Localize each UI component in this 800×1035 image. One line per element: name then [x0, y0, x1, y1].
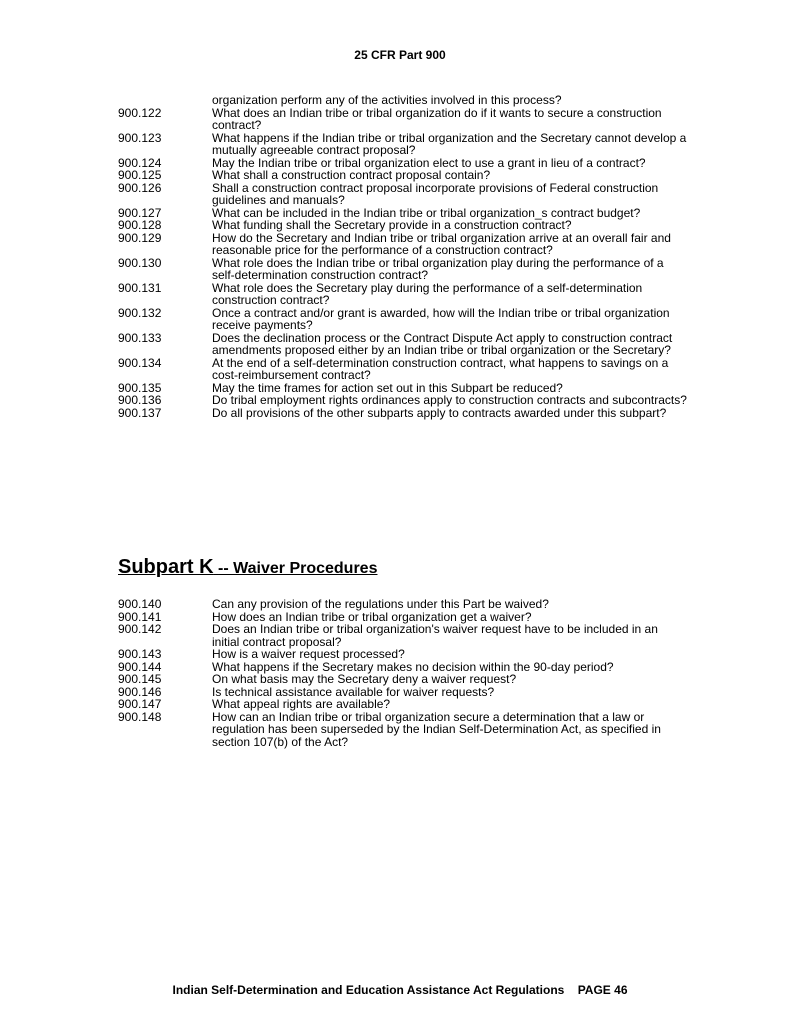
- subpart-k-list: [118, 598, 688, 748]
- list-item: [118, 648, 688, 661]
- section-number: 900.133: [118, 330, 162, 345]
- subpart-j-list: [118, 94, 688, 419]
- section-question: Can any provision of the regulations under this Part be waived?: [212, 597, 549, 611]
- section-question: Do tribal employment rights ordinances apply to construction contracts and subcontracts?: [212, 393, 687, 407]
- section-question: May the time frames for action set out in this Subpart be reduced?: [212, 380, 563, 395]
- section-number: 900.122: [118, 105, 162, 120]
- section-question: Shall a construction contract proposal incorporate provisions of Federal construction guidelines and manuals?: [212, 180, 659, 207]
- section-question: How does an Indian tribe or tribal organization get a waiver?: [212, 609, 532, 624]
- section-number: 900.140: [118, 597, 162, 611]
- section-number: 900.145: [118, 672, 162, 686]
- section-question: What does an Indian tribe or tribal organization do if it wants to secure a construction contract?: [212, 105, 662, 132]
- section-question: Is technical assistance available for waiver requests?: [212, 684, 495, 699]
- list-item: [118, 132, 688, 157]
- section-question: What happens if the Indian tribe or tribal organization and the Secretary cannot develop a mutually agreeable contract proposal?: [212, 130, 687, 157]
- list-item: [118, 686, 688, 699]
- section-number: 900.136: [118, 393, 162, 407]
- list-item: [118, 94, 688, 107]
- list-item: [118, 307, 688, 332]
- list-item: [118, 711, 688, 749]
- section-number: 900.128: [118, 218, 162, 232]
- section-number: 900.130: [118, 255, 162, 270]
- section-question: What shall a construction contract proposal contain?: [212, 168, 491, 182]
- list-item: [118, 169, 688, 182]
- section-question: What can be included in the Indian tribe or tribal organization_s contract budget?: [212, 205, 641, 220]
- section-question: How can an Indian tribe or tribal organization secure a determination that a law or regulation has been superseded by the Indian Self-Determination Act, as specified in section 107(b) of the Act?: [212, 709, 661, 749]
- section-question: Does the declination process or the Contract Dispute Act apply to construction contract amendments proposed either by an Indian tribe or tribal organization or the Secretary?: [212, 330, 673, 357]
- section-question: What appeal rights are available?: [212, 697, 391, 711]
- section-number: 900.129: [118, 230, 162, 245]
- section-number: 900.134: [118, 355, 162, 370]
- section-number: 900.147: [118, 697, 162, 711]
- section-question: At the end of a self-determination construction contract, what happens to savings on a cost-reimbursement contract?: [212, 355, 669, 382]
- section-question: Do all provisions of the other subparts apply to contracts awarded under this subpart?: [212, 405, 667, 420]
- section-question: May the Indian tribe or tribal organization elect to use a grant in lieu of a contract?: [212, 155, 646, 170]
- page-header: 25 CFR Part 900: [354, 48, 446, 62]
- section-question: Does an Indian tribe or tribal organization's waiver request have to be included in an initial contract proposal?: [212, 622, 658, 649]
- list-item: [118, 673, 688, 686]
- section-number: 900.137: [118, 405, 162, 420]
- footer-title: Indian Self-Determination and Education Assistance Act Regulations: [172, 983, 565, 997]
- section-number: 900.142: [118, 622, 162, 636]
- section-question: How do the Secretary and Indian tribe or tribal organization arrive at an overall fair and reasonable price for the performance of a construction contract?: [212, 230, 671, 257]
- list-item: [118, 182, 688, 207]
- list-item: [118, 232, 688, 257]
- section-question: On what basis may the Secretary deny a waiver request?: [212, 672, 517, 686]
- section-number: 900.144: [118, 659, 162, 674]
- list-item: [118, 394, 688, 407]
- section-question: How is a waiver request processed?: [212, 647, 405, 661]
- section-number: 900.125: [118, 168, 162, 182]
- section-number: 900.148: [118, 709, 162, 724]
- section-number: 900.131: [118, 280, 162, 295]
- page-footer: [0, 983, 800, 997]
- section-number: 900.141: [118, 609, 162, 624]
- section-number: 900.135: [118, 380, 162, 395]
- section-number: 900.123: [118, 130, 162, 145]
- list-item: [118, 407, 688, 420]
- section-number: 900.126: [118, 180, 162, 195]
- section-question: What role does the Indian tribe or tribal organization play during the performance of a self-determination construction contract?: [212, 255, 664, 282]
- section-question: What funding shall the Secretary provide in a construction contract?: [212, 218, 572, 232]
- section-number: 900.146: [118, 684, 162, 699]
- list-item: [118, 598, 688, 611]
- section-question: What happens if the Secretary makes no decision within the 90-day period?: [212, 659, 614, 674]
- list-item: [118, 219, 688, 232]
- list-item: [118, 332, 688, 357]
- section-number: 900.132: [118, 305, 162, 320]
- page-number: PAGE 46: [577, 983, 628, 997]
- list-item: [118, 698, 688, 711]
- list-item: [118, 282, 688, 307]
- subpart-k-heading: Subpart K -- Waiver Procedures: [118, 556, 378, 578]
- section-question: What role does the Secretary play during the performance of a self-determination construction contract?: [212, 280, 643, 307]
- list-item: [118, 357, 688, 382]
- list-item: [118, 257, 688, 282]
- section-question: Once a contract and/or grant is awarded, how will the Indian tribe or tribal organization receive payments?: [212, 305, 670, 332]
- section-number: 900.143: [118, 647, 162, 661]
- list-item: [118, 623, 688, 648]
- section-number: 900.124: [118, 155, 162, 170]
- list-item: [118, 107, 688, 132]
- continuation-text: organization perform any of the activities involved in this process?: [212, 93, 562, 107]
- section-number: 900.127: [118, 205, 162, 220]
